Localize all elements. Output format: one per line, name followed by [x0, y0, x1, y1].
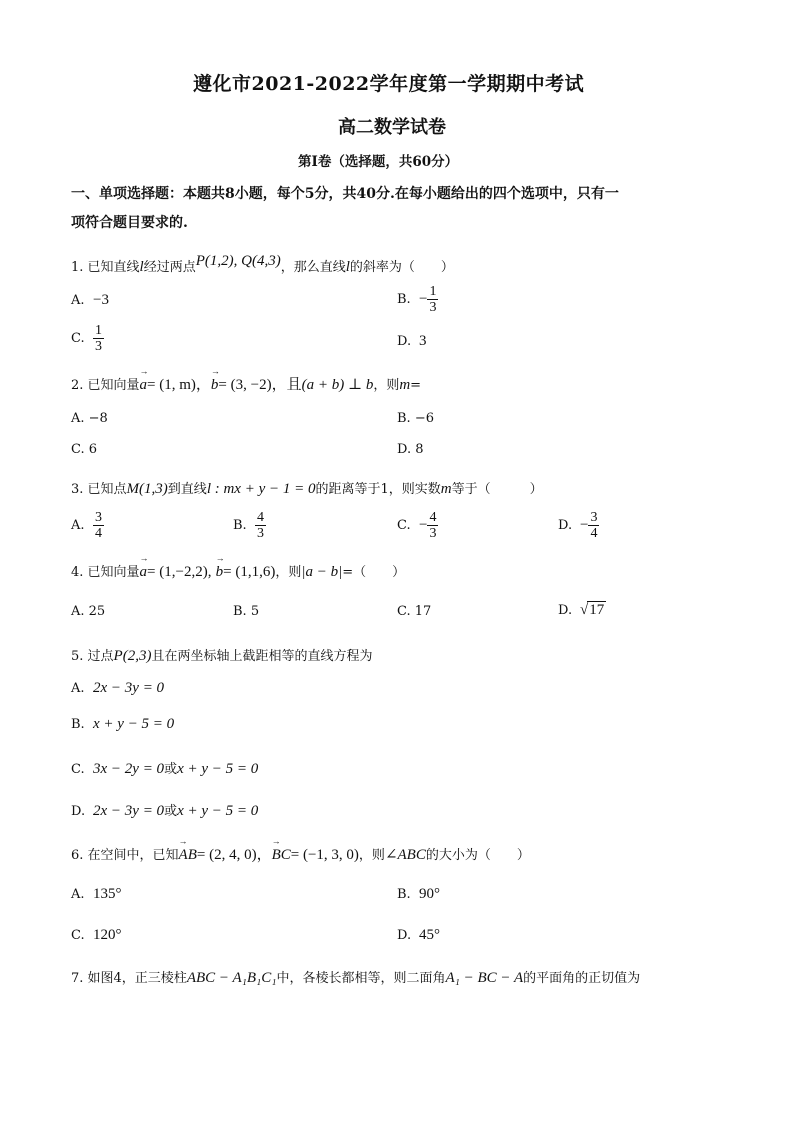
q7-dihedral: A₁ − BC − A: [445, 970, 524, 986]
q4-sqrt-value: 17: [589, 602, 605, 618]
q1-text-c: ，那么直线: [280, 260, 346, 275]
q2-option-b: B. −6: [397, 411, 434, 426]
q2-vector-b: → b: [211, 377, 219, 394]
q5-option-b: B. x + y − 5 = 0: [71, 716, 175, 732]
q5-option-d: D. 2x − 3y = 0或x + y − 5 = 0: [71, 803, 259, 819]
q6-vector-bc: → BC: [272, 847, 291, 864]
q1-var-l: l: [139, 259, 144, 275]
q2-option-a: A. −8: [71, 411, 108, 426]
question-5: 5. 过点P(2,3)且在两坐标轴上截距相等的直线方程为: [71, 648, 373, 664]
q4-vector-a: → a: [140, 564, 148, 581]
q1-option-d: D. 3: [397, 333, 427, 349]
q6-option-b: B. 90°: [397, 886, 440, 902]
q2-option-c: C. 6: [71, 442, 98, 457]
section-instruction-line2: 项符合题目要求的.: [71, 215, 188, 231]
q7-prism: ABC − A₁B₁C₁: [186, 970, 277, 986]
q3-option-b: B. $\frac{4}{3}$: [233, 510, 264, 541]
part-heading: 第Ⅰ卷（选择题，共60分）: [298, 154, 459, 170]
exam-title: 遵化市2021-2022学年度第一学期期中考试: [193, 73, 585, 95]
q5-option-c: C. 3x − 2y = 0或x + y − 5 = 0: [71, 761, 259, 777]
question-1: [71, 253, 454, 276]
q4-option-a: A. 25: [71, 604, 106, 619]
q1-option-b: B. − $\frac{1}{3}$: [397, 284, 437, 315]
q6-option-d: D. 45°: [397, 927, 440, 943]
q1-text-b: 经过两点: [143, 260, 196, 275]
q2-vector-a: → a: [140, 377, 148, 394]
q1-points: P(1,2), Q(4,3): [195, 253, 281, 269]
q6-option-c: C. 120°: [71, 927, 122, 943]
question-4: 4. 已知向量→ a= (1,−2,2), → b= (1,1,6)，则|a − b|=（ ）: [71, 561, 405, 581]
q1-text-d: 的斜率为（ ）: [349, 260, 454, 275]
q4-option-d: D. √17: [558, 602, 605, 618]
q2-perp-condition: (a + b) ⊥ b: [301, 377, 374, 393]
q3-option-c: C. − $\frac{4}{3}$: [397, 510, 437, 541]
q3-point: M(1,3): [126, 481, 168, 497]
q5-point: P(2,3): [113, 648, 152, 664]
q1-option-a: A. −3: [71, 292, 109, 308]
question-6: 6. 在空间中，已知→ AB= (2, 4, 0)，→ BC= (−1, 3, 0)，则∠ABC的大小为（ ）: [71, 843, 530, 864]
q4-vector-b: → b: [216, 564, 224, 581]
q5-option-a: A. 2x − 3y = 0: [71, 680, 165, 696]
q6-vector-ab: → AB: [179, 847, 197, 864]
section-instruction-line1: 一、单项选择题：本题共8小题，每个5分，共40分.在每小题给出的四个选项中，只有一: [71, 186, 619, 202]
question-7: 7. 如图4，正三棱柱ABC − A₁B₁C₁中，各棱长都相等，则二面角A₁ − BC − A的平面角的正切值为: [71, 970, 641, 986]
q3-option-d: D. − $\frac{3}{4}$: [558, 510, 598, 541]
q1-var-l2: l: [345, 259, 350, 275]
q1-text-a: 1. 已知直线: [71, 260, 140, 275]
q1-option-c: C. $\frac{1}{3}$: [71, 323, 102, 354]
q4-option-c: C. 17: [397, 604, 432, 619]
q3-line-equation: l : mx + y − 1 = 0: [206, 481, 316, 497]
q6-option-a: A. 135°: [71, 886, 122, 902]
exam-subtitle: 高二数学试卷: [338, 117, 446, 138]
q2-option-d: D. 8: [397, 442, 424, 457]
q3-option-a: A. $\frac{3}{4}$: [71, 510, 102, 541]
question-2: 2. 已知向量→ a= (1, m)，→ b= (3, −2)，且(a + b) ⊥ b，则m=: [71, 373, 421, 394]
question-3: 3. 已知点M(1,3)到直线l : mx + y − 1 = 0的距离等于1，则实数m等于（ ）: [71, 481, 543, 497]
q4-option-b: B. 5: [233, 604, 260, 619]
q6-angle: ∠ABC: [384, 847, 426, 863]
q4-magnitude: |a − b|: [301, 564, 343, 580]
